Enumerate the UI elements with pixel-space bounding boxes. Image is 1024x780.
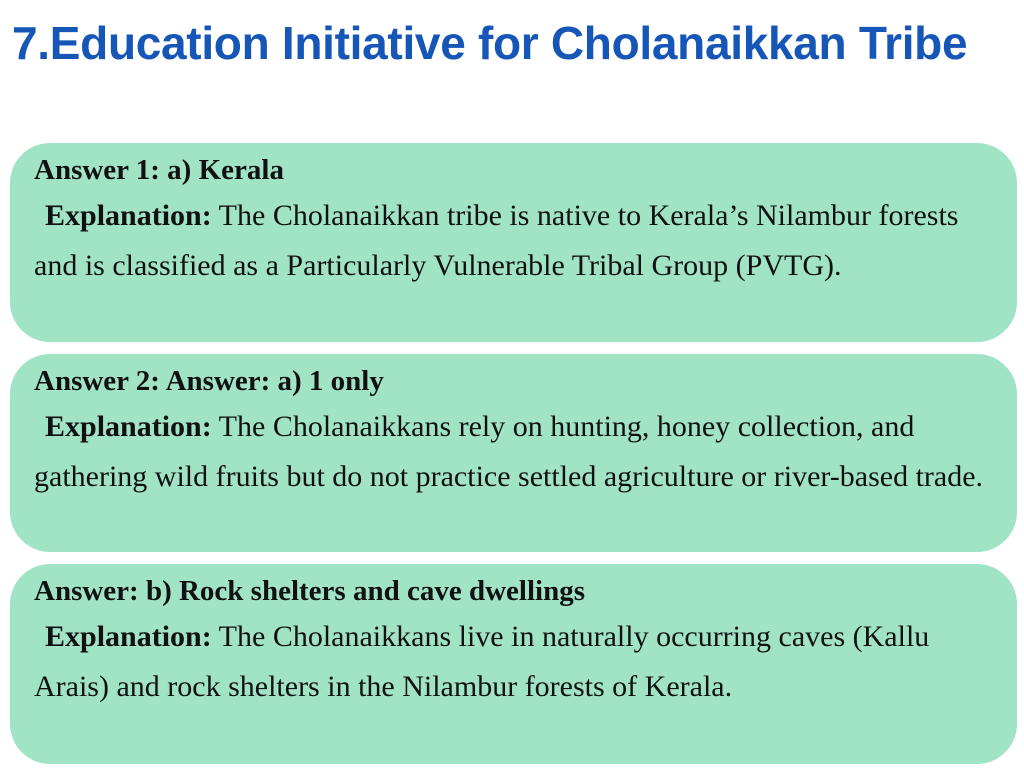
explanation xyxy=(34,612,1017,712)
page-title: 7.Education Initiative for Cholanaikkan Tribe xyxy=(12,17,968,69)
explanation-text: The Cholanaikkan tribe is native to Kerala’s Nilambur forests and is classified as a Particularly Vulnerable Tribal Group (PVTG). xyxy=(34,199,959,282)
explanation-label: Explanation: xyxy=(45,199,212,232)
explanation-label: Explanation: xyxy=(45,410,212,443)
explanation-text: The Cholanaikkans live in naturally occurring caves (Kallu Arais) and rock shelters in the Nilambur forests of Kerala. xyxy=(34,620,930,703)
answer-heading: Answer 2: Answer: a) 1 only xyxy=(34,365,384,397)
explanation xyxy=(34,191,1017,291)
answer-card-1 xyxy=(10,143,1017,342)
explanation-label: Explanation: xyxy=(45,620,212,653)
explanation-text: The Cholanaikkans rely on hunting, honey collection, and gathering wild fruits but do not practice settled agriculture or river-based trade. xyxy=(34,410,984,493)
answer-card-2 xyxy=(10,354,1017,552)
answer-heading: Answer 1: a) Kerala xyxy=(34,154,284,186)
answer-card-3 xyxy=(10,564,1017,764)
answer-heading: Answer: b) Rock shelters and cave dwellings xyxy=(34,575,585,607)
explanation xyxy=(34,402,1017,502)
